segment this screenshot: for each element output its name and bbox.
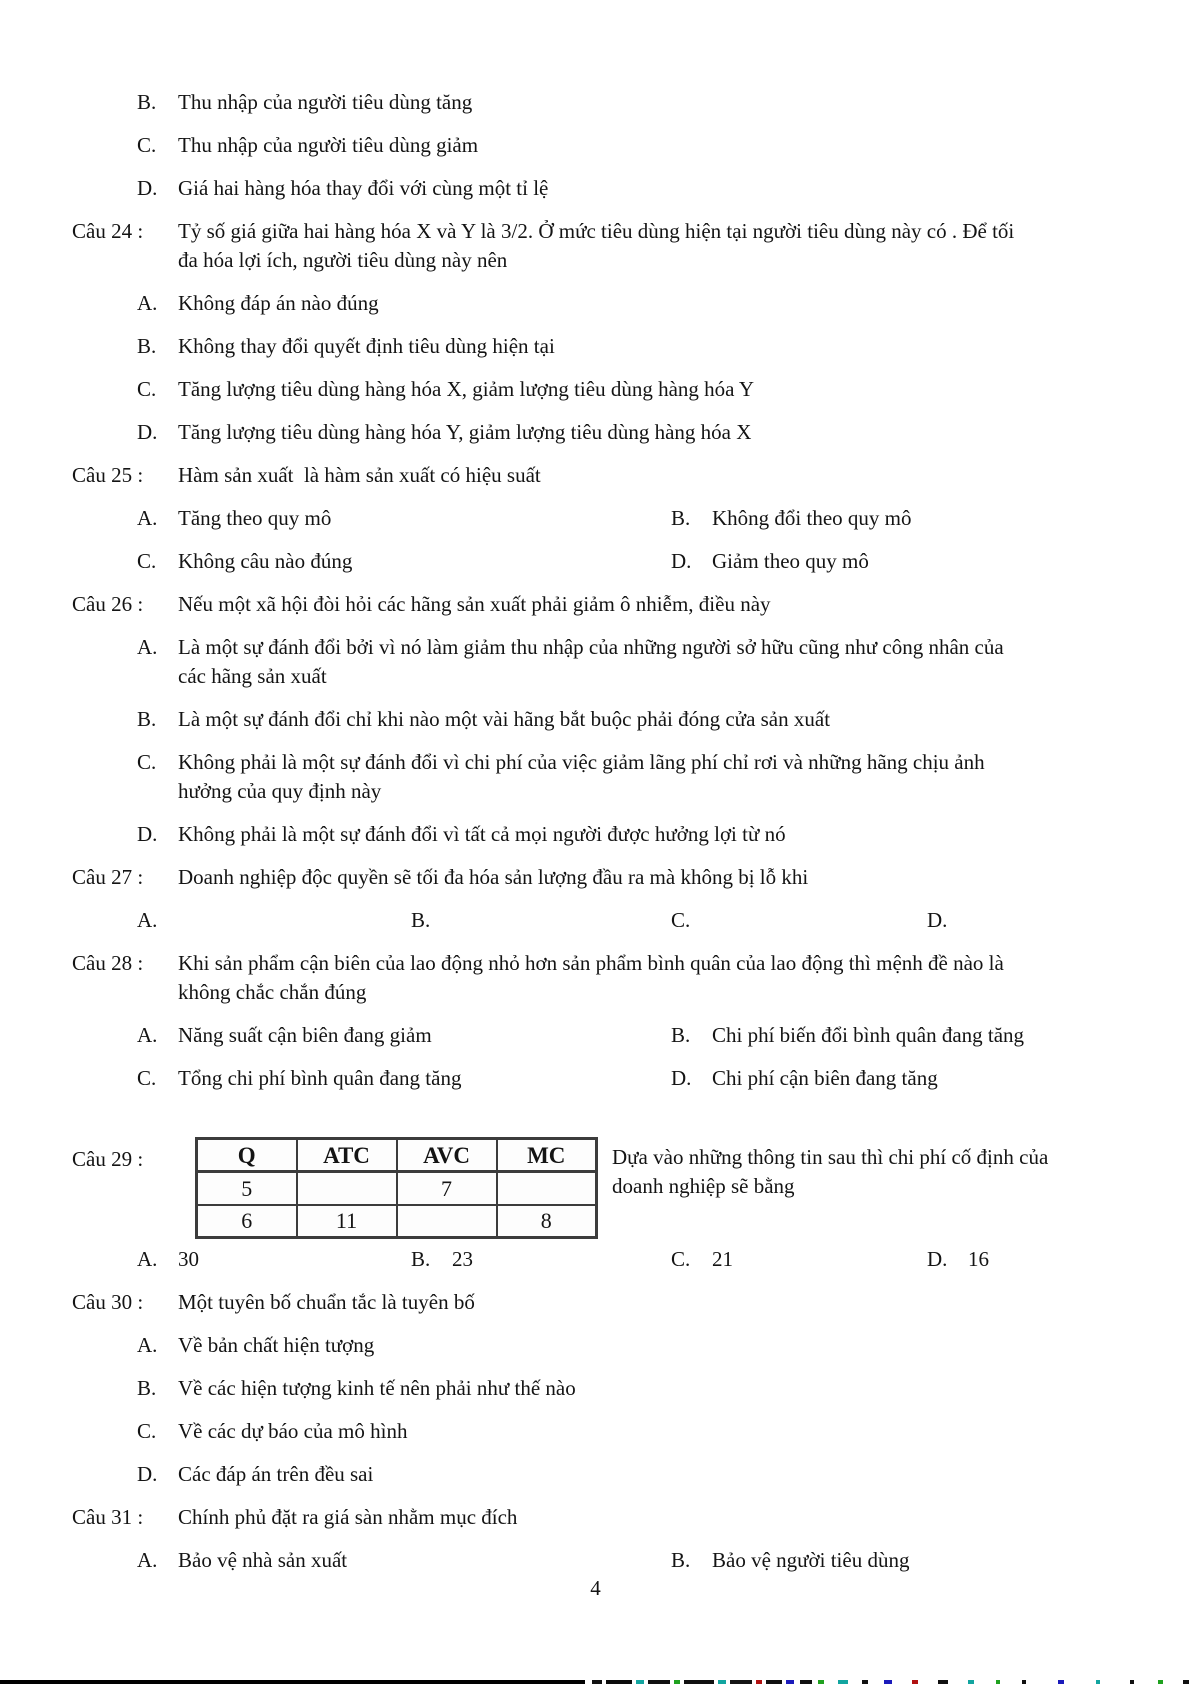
option-text: Giảm theo quy mô: [712, 549, 869, 573]
answer-option: [671, 906, 927, 935]
question-number: Câu 26 :: [72, 592, 144, 616]
option-letter: D.: [137, 822, 158, 846]
option-letter: C.: [137, 1066, 157, 1090]
question-text: Hàm sản xuất là hàm sản xuất có hiệu suất: [178, 463, 541, 487]
option-text: 16: [968, 1247, 989, 1271]
question-24: [0, 217, 1191, 447]
question-26: [0, 590, 1191, 849]
answer-option: [671, 1546, 1191, 1575]
option-text: Không thay đổi quyết định tiêu dùng hiện tại: [178, 334, 555, 358]
answer-option: [137, 289, 1191, 318]
option-letter: D.: [927, 908, 948, 932]
answer-option: [671, 504, 1191, 533]
answer-option: [137, 1331, 1191, 1360]
option-text: 21: [712, 1247, 733, 1271]
question-header: [0, 949, 1191, 1007]
option-letter: C.: [137, 1419, 157, 1443]
answer-option: [137, 1460, 1191, 1489]
answer-option: [137, 748, 1191, 806]
question-header: [0, 461, 1191, 490]
answer-option: [137, 1021, 671, 1050]
option-text: Là một sự đánh đổi bởi vì nó làm giảm thu nhập của những người sở hữu cũng như công nhân của các hãng sản xuất: [178, 635, 1009, 688]
option-text: Không phải là một sự đánh đổi vì chi phí của việc giảm lãng phí chỉ rơi và những hãng chịu ảnh hưởng của quy định này: [178, 750, 990, 803]
option-text: Tăng lượng tiêu dùng hàng hóa X, giảm lượng tiêu dùng hàng hóa Y: [178, 377, 755, 401]
option-letter: B.: [671, 1548, 691, 1572]
answer-option: [411, 906, 671, 935]
carryover-options: [0, 88, 1191, 203]
table-header-mc: MC: [497, 1139, 597, 1172]
table-cell: [397, 1205, 497, 1238]
option-text: Chi phí cận biên đang tăng: [712, 1066, 938, 1090]
option-text: Bảo vệ nhà sản xuất: [178, 1548, 348, 1572]
answer-option: [137, 1374, 1191, 1403]
question-number: Câu 24 :: [72, 219, 144, 243]
option-text: Giá hai hàng hóa thay đổi với cùng một tỉ lệ: [178, 176, 549, 200]
option-letter: A.: [137, 1023, 158, 1047]
question-text: Nếu một xã hội đòi hỏi các hãng sản xuất phải giảm ô nhiễm, điều này: [178, 592, 771, 616]
question-text: Chính phủ đặt ra giá sàn nhằm mục đích: [178, 1505, 518, 1529]
scan-artifact-strip: [0, 1679, 1191, 1685]
table-header-q: Q: [197, 1139, 297, 1172]
question-header: [0, 1288, 1191, 1317]
option-letter: B.: [137, 1376, 157, 1400]
cost-table: [195, 1137, 598, 1239]
option-letter: D.: [671, 549, 692, 573]
answer-option: [137, 332, 1191, 361]
option-letter: A.: [137, 506, 158, 530]
answer-option: [137, 633, 1191, 691]
answer-option: [137, 820, 1191, 849]
option-letter: B.: [411, 1247, 431, 1271]
answer-option: [137, 547, 671, 576]
answer-option: [927, 1245, 1191, 1274]
option-letter: D.: [671, 1066, 692, 1090]
option-text: 23: [452, 1247, 473, 1271]
answer-option: [411, 1245, 671, 1274]
option-letter: D.: [137, 1462, 158, 1486]
answer-option: [671, 547, 1191, 576]
option-letter: B.: [137, 90, 157, 114]
question-text: Doanh nghiệp độc quyền sẽ tối đa hóa sản lượng đầu ra mà không bị lỗ khi: [178, 865, 809, 889]
answer-option: [137, 1064, 671, 1093]
option-text: Không đổi theo quy mô: [712, 506, 912, 530]
options-two-column: [137, 1021, 1191, 1107]
option-text: Về bản chất hiện tượng: [178, 1333, 375, 1357]
table-cell: 7: [397, 1172, 497, 1205]
option-letter: B.: [671, 506, 691, 530]
question-29: [0, 1137, 1191, 1288]
question-header: [0, 1137, 1191, 1239]
question-number: Câu 27 :: [72, 865, 144, 889]
table-cell: 5: [197, 1172, 297, 1205]
answer-option: [671, 1245, 927, 1274]
option-text: Năng suất cận biên đang giảm: [178, 1023, 432, 1047]
option-letter: B.: [137, 707, 157, 731]
table-header-avc: AVC: [397, 1139, 497, 1172]
answer-option: [137, 504, 671, 533]
option-text: Tăng theo quy mô: [178, 506, 332, 530]
question-25: [0, 461, 1191, 590]
options-four-column: [137, 906, 1191, 949]
option-letter: A.: [137, 291, 158, 315]
option-text: Tổng chi phí bình quân đang tăng: [178, 1066, 462, 1090]
page-number: 4: [590, 1576, 601, 1600]
answer-option: [671, 1064, 1191, 1093]
question-30: [0, 1288, 1191, 1489]
option-text: Bảo vệ người tiêu dùng: [712, 1548, 910, 1572]
option-text: Không phải là một sự đánh đổi vì tất cả mọi người được hưởng lợi từ nó: [178, 822, 786, 846]
question-number: Câu 31 :: [72, 1505, 144, 1529]
question-number: Câu 25 :: [72, 463, 144, 487]
question-text: Một tuyên bố chuẩn tắc là tuyên bố: [178, 1290, 475, 1314]
option-letter: A.: [137, 1333, 158, 1357]
table-cell: 11: [297, 1205, 397, 1238]
question-number: Câu 30 :: [72, 1290, 144, 1314]
option-text: Thu nhập của người tiêu dùng giảm: [178, 133, 479, 157]
option-letter: B.: [671, 1023, 691, 1047]
answer-option: [137, 88, 1191, 117]
question-text: Khi sản phẩm cận biên của lao động nhỏ hơn sản phẩm bình quân của lao động thì mệnh đề nào là không chắc chắn đúng: [178, 951, 1010, 1004]
option-letter: C.: [671, 908, 691, 932]
option-text: Tăng lượng tiêu dùng hàng hóa Y, giảm lượng tiêu dùng hàng hóa X: [178, 420, 752, 444]
option-letter: D.: [137, 420, 158, 444]
table-row: [197, 1172, 597, 1205]
option-letter: A.: [137, 1548, 158, 1572]
table-cell: [497, 1172, 597, 1205]
answer-option: [137, 418, 1191, 447]
question-text: Dựa vào những thông tin sau thì chi phí cố định của doanh nghiệp sẽ bằng: [612, 1145, 1054, 1198]
answer-option: [137, 131, 1191, 160]
table-header-atc: ATC: [297, 1139, 397, 1172]
question-header: [0, 590, 1191, 619]
question-number: Câu 29 :: [72, 1147, 144, 1171]
table-cell: 8: [497, 1205, 597, 1238]
option-text: Không đáp án nào đúng: [178, 291, 379, 315]
option-letter: A.: [137, 908, 158, 932]
answer-option: [137, 705, 1191, 734]
option-text: Về các hiện tượng kinh tế nên phải như thế nào: [178, 1376, 576, 1400]
question-27: [0, 863, 1191, 949]
option-letter: D.: [137, 176, 158, 200]
option-letter: A.: [137, 635, 158, 659]
option-letter: C.: [137, 133, 157, 157]
answer-option: [927, 906, 1191, 935]
answer-option: [137, 1546, 671, 1575]
option-letter: C.: [671, 1247, 691, 1271]
option-text: Thu nhập của người tiêu dùng tăng: [178, 90, 473, 114]
question-header: [0, 863, 1191, 892]
option-letter: A.: [137, 1247, 158, 1271]
option-text: Không câu nào đúng: [178, 549, 353, 573]
answer-option: [137, 174, 1191, 203]
table-cell: [297, 1172, 397, 1205]
option-text: Là một sự đánh đổi chỉ khi nào một vài hãng bắt buộc phải đóng cửa sản xuất: [178, 707, 831, 731]
options-two-column: [137, 504, 1191, 590]
option-text: Về các dự báo của mô hình: [178, 1419, 408, 1443]
table-cell: 6: [197, 1205, 297, 1238]
options-four-column: [137, 1245, 1191, 1288]
answer-option: [671, 1021, 1191, 1050]
question-text: Tỷ số giá giữa hai hàng hóa X và Y là 3/2. Ở mức tiêu dùng hiện tại người tiêu dùng này có . Để tối đa hóa lợi ích, người tiêu dùng này nên: [178, 219, 1020, 272]
question-number: Câu 28 :: [72, 951, 144, 975]
table-header-row: [197, 1139, 597, 1172]
option-letter: B.: [411, 908, 431, 932]
option-letter: C.: [137, 549, 157, 573]
option-text: Chi phí biến đổi bình quân đang tăng: [712, 1023, 1025, 1047]
option-text: 30: [178, 1247, 199, 1271]
option-text: Các đáp án trên đều sai: [178, 1462, 374, 1486]
answer-option: [137, 1417, 1191, 1446]
question-header: [0, 217, 1191, 275]
answer-option: [137, 906, 411, 935]
answer-option: [137, 1245, 411, 1274]
option-letter: C.: [137, 377, 157, 401]
option-letter: D.: [927, 1247, 948, 1271]
table-row: [197, 1205, 597, 1238]
option-letter: C.: [137, 750, 157, 774]
option-letter: B.: [137, 334, 157, 358]
question-header: [0, 1503, 1191, 1532]
question-28: [0, 949, 1191, 1107]
answer-option: [137, 375, 1191, 404]
